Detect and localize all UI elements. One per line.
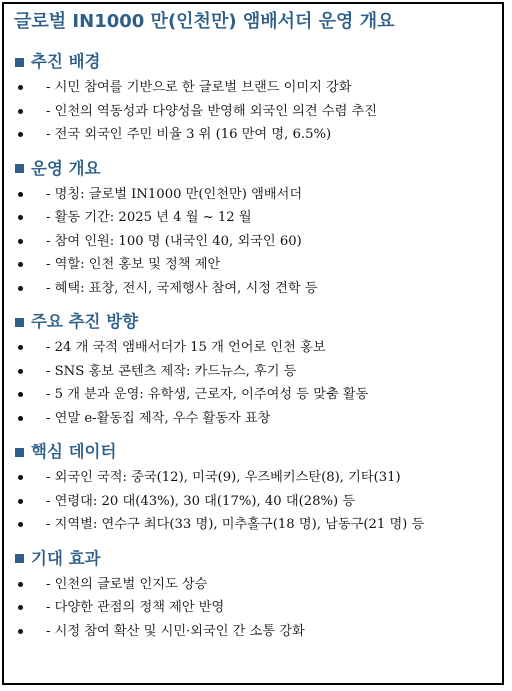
bullet-dot-icon — [18, 85, 23, 90]
bullet-dot-icon — [18, 109, 23, 114]
list-item-text: - 지역별: 연수구 최다(33 명), 미추홀구(18 명), 남동구(21 명) 등 — [46, 517, 425, 532]
square-bullet-icon — [15, 58, 24, 67]
list-item-text: - SNS 홍보 콘텐츠 제작: 카드뉴스, 후기 등 — [46, 363, 297, 379]
list-item-text: - 외국인 국적: 중국(12), 미국(9), 우즈베키스탄(8), 기타(31) — [46, 470, 401, 485]
list-item — [14, 253, 492, 277]
bullet-dot-icon — [18, 262, 23, 267]
list-item-text: - 참여 인원: 100 명 (내국인 40, 외국인 60) — [46, 233, 302, 249]
list-item — [14, 620, 492, 644]
list-item — [14, 360, 492, 384]
list-item-text: - 인천의 역동성과 다양성을 반영해 외국인 의견 수렴 추진 — [46, 103, 377, 119]
list-item — [14, 336, 492, 360]
bullet-dot-icon — [18, 605, 23, 610]
square-bullet-icon — [15, 448, 24, 457]
list-item-text: - 시민 참여를 기반으로 한 글로벌 브랜드 이미지 강화 — [46, 80, 352, 95]
list-item-text: - 혜택: 표창, 전시, 국제행사 참여, 시정 견학 등 — [46, 280, 318, 296]
list-item — [14, 383, 492, 407]
section-heading-text: 핵심 데이터 — [31, 442, 117, 461]
section-heading — [14, 440, 492, 464]
bullet-list — [14, 76, 492, 147]
section-heading — [14, 547, 492, 571]
section — [14, 50, 492, 147]
bullet-list — [14, 336, 492, 430]
bullet-dot-icon — [18, 629, 23, 634]
list-item-text: - 5 개 분과 운영: 유학생, 근로자, 이주여성 등 맞춤 활동 — [46, 387, 369, 402]
square-bullet-icon — [15, 318, 24, 327]
list-item-text: - 전국 외국인 주민 비율 3 위 (16 만여 명, 6.5%) — [46, 127, 332, 142]
list-item-text: - 역할: 인천 홍보 및 정책 제안 — [46, 257, 221, 272]
bullet-dot-icon — [18, 345, 23, 350]
section-heading-text: 추진 배경 — [31, 52, 101, 71]
bullet-dot-icon — [18, 192, 23, 197]
section-heading — [14, 157, 492, 181]
bullet-list — [14, 466, 492, 537]
list-item-text: - 활동 기간: 2025 년 4 월 ~ 12 월 — [46, 210, 252, 225]
list-item-text: - 명칭: 글로벌 IN1000 만(인천만) 앰배서더 — [46, 186, 303, 202]
document-title: 글로벌 IN1000 만(인천만) 앰배서더 운영 개요 — [14, 11, 395, 32]
square-bullet-icon — [15, 164, 24, 173]
section — [14, 547, 492, 644]
list-item — [14, 100, 492, 124]
bullet-dot-icon — [18, 286, 23, 291]
section-heading — [14, 310, 492, 334]
list-item — [14, 513, 492, 537]
list-item — [14, 407, 492, 431]
square-bullet-icon — [15, 554, 24, 563]
bullet-dot-icon — [18, 499, 23, 504]
list-item-text: - 연말 e-활동집 제작, 우수 활동자 표창 — [46, 410, 271, 426]
list-item — [14, 183, 492, 207]
bullet-list — [14, 573, 492, 644]
list-item — [14, 123, 492, 147]
bullet-dot-icon — [18, 369, 23, 374]
list-item — [14, 596, 492, 620]
list-item-text: - 24 개 국적 앰배서더가 15 개 언어로 인천 홍보 — [46, 340, 326, 355]
bullet-dot-icon — [18, 215, 23, 220]
bullet-dot-icon — [18, 416, 23, 421]
bullet-dot-icon — [18, 132, 23, 137]
list-item — [14, 76, 492, 100]
bullet-list — [14, 183, 492, 301]
section — [14, 440, 492, 537]
section-heading-text: 운영 개요 — [31, 158, 101, 178]
section-heading-text: 주요 추진 방향 — [31, 312, 139, 331]
section — [14, 157, 492, 301]
list-item-text: - 인천의 글로벌 인지도 상승 — [46, 576, 208, 592]
sections-container — [14, 50, 492, 643]
bullet-dot-icon — [18, 582, 23, 587]
section-heading — [14, 50, 492, 74]
bullet-dot-icon — [18, 475, 23, 480]
list-item-text: - 연령대: 20 대(43%), 30 대(17%), 40 대(28%) 등 — [46, 493, 356, 509]
list-item — [14, 230, 492, 254]
list-item — [14, 277, 492, 301]
section-heading-text: 기대 효과 — [31, 548, 101, 568]
list-item — [14, 206, 492, 230]
list-item — [14, 490, 492, 514]
list-item-text: - 시정 참여 확산 및 시민·외국인 간 소통 강화 — [46, 623, 305, 639]
list-item-text: - 다양한 관점의 정책 제안 반영 — [46, 600, 225, 615]
list-item — [14, 573, 492, 597]
section — [14, 310, 492, 430]
bullet-dot-icon — [18, 239, 23, 244]
document-page — [2, 2, 504, 685]
list-item — [14, 466, 492, 490]
bullet-dot-icon — [18, 392, 23, 397]
bullet-dot-icon — [18, 522, 23, 527]
